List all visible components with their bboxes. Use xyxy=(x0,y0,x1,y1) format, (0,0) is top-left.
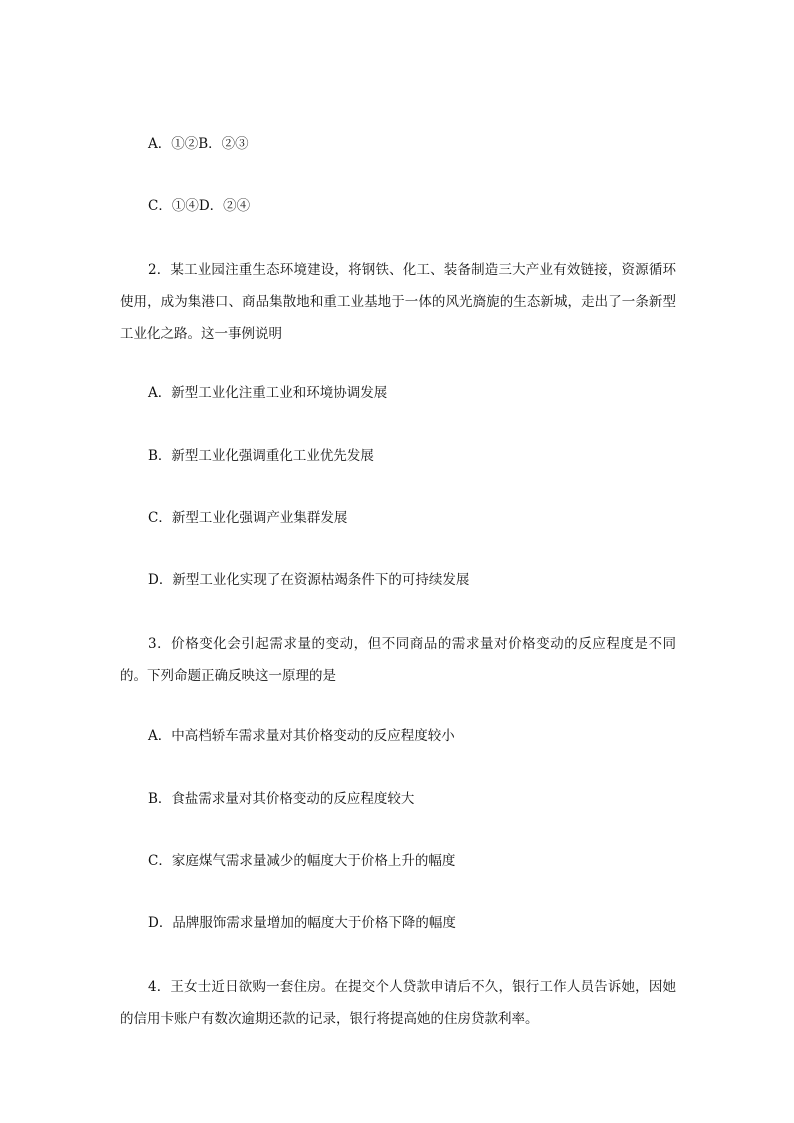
q2-option-b: B．新型工业化强调重化工业优先发展 xyxy=(148,448,374,464)
q3-option-b: B．食盐需求量对其价格变动的反应程度较大 xyxy=(148,791,415,807)
q2-option-c: C．新型工业化强调产业集群发展 xyxy=(148,510,348,526)
q1-option-cd: C．①④D．②④ xyxy=(148,198,251,214)
q3-option-a: A．中高档轿车需求量对其价格变动的反应程度较小 xyxy=(148,728,455,744)
q1-option-ab: A．①②B．②③ xyxy=(148,136,249,152)
q2-option-d: D．新型工业化实现了在资源枯竭条件下的可持续发展 xyxy=(148,572,470,588)
q3-option-c: C．家庭煤气需求量减少的幅度大于价格上升的幅度 xyxy=(148,853,456,869)
q3-stem: 3．价格变化会引起需求量的变动，但不同商品的需求量对价格变动的反应程度是不同的。下列命题正确反映这一原理的是 xyxy=(120,636,676,684)
q3-option-d: D．品牌服饰需求量增加的幅度大于价格下降的幅度 xyxy=(148,915,456,931)
q2-stem: 2．某工业园注重生态环境建设，将钢铁、化工、装备制造三大产业有效链接，资源循环使用，成为集港口、商品集散地和重工业基地于一体的风光旖旎的生态新城，走出了一条新型工业化之路。这一事例说明 xyxy=(120,262,676,342)
q2-option-a: A．新型工业化注重工业和环境协调发展 xyxy=(148,385,388,401)
q4-stem: 4．王女士近日欲购一套住房。在提交个人贷款申请后不久，银行工作人员告诉她，因她的信用卡账户有数次逾期还款的记录，银行将提高她的住房贷款利率。 xyxy=(120,979,676,1027)
